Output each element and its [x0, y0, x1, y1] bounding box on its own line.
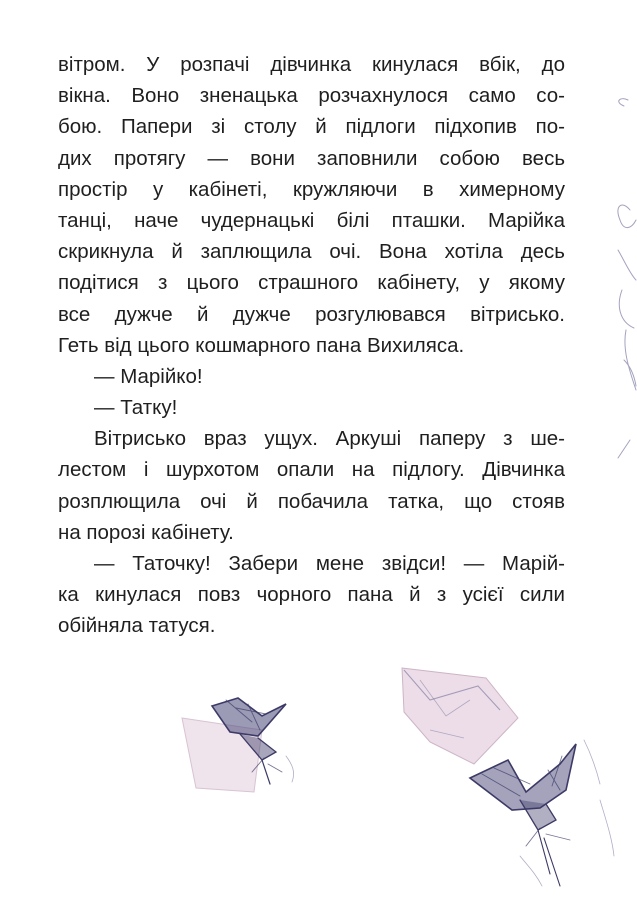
- text-line: все дужче й дужче розгулювався вітрисько.: [58, 302, 565, 326]
- paper-birds-illustration: [0, 660, 637, 905]
- story-text: [58, 49, 565, 642]
- text-line: ка кинулася повз чорного пана й з усієї сили: [58, 583, 565, 607]
- text-line: подітися з цього страшного кабінету, у якому: [58, 271, 565, 295]
- paragraph: [58, 361, 565, 392]
- text-line: — Татку!: [94, 396, 178, 420]
- text-line: — Таточку! Забери мене звідси! — Марій-: [94, 552, 565, 575]
- text-line: танці, наче чудернацькі білі пташки. Марійка: [58, 208, 565, 232]
- text-line: вітром. У розпачі дівчинка кинулася вбік, до: [58, 53, 565, 76]
- text-line: розплющила очі й побачила татка, що стояв: [58, 489, 565, 513]
- paper-sheet-right: [402, 668, 518, 764]
- text-line: простір у кабінеті, кружляючи в химерному: [58, 177, 565, 201]
- paper-bird-right: [470, 744, 576, 886]
- paragraph: [58, 49, 565, 361]
- text-line: скрикнула й заплющила очі. Вона хотіла десь: [58, 240, 565, 264]
- text-line: Геть від цього кошмарного пана Вихиляса.: [58, 333, 465, 357]
- paper-sheet-left: [182, 718, 262, 792]
- text-line: дих протягу — вони заповнили собою весь: [58, 146, 565, 170]
- text-line: на порозі кабінету.: [58, 520, 234, 544]
- text-line: лестом і шурхотом опали на підлогу. Дівчинка: [58, 458, 565, 482]
- paper-bird-sketch-right: [600, 60, 637, 460]
- paragraph: [58, 392, 565, 423]
- paragraph: [58, 423, 565, 548]
- text-line: вікна. Воно зненацька розчахнулося само со-: [58, 84, 565, 108]
- paragraph: [58, 548, 565, 642]
- text-line: Вітрисько враз ущух. Аркуші паперу з ше-: [94, 427, 565, 451]
- paper-bird-left: [212, 698, 286, 784]
- text-line: обійняла татуся.: [58, 614, 216, 638]
- text-line: бою. Папери зі столу й підлоги підхопив по-: [58, 115, 565, 139]
- text-line: — Марійко!: [94, 364, 203, 388]
